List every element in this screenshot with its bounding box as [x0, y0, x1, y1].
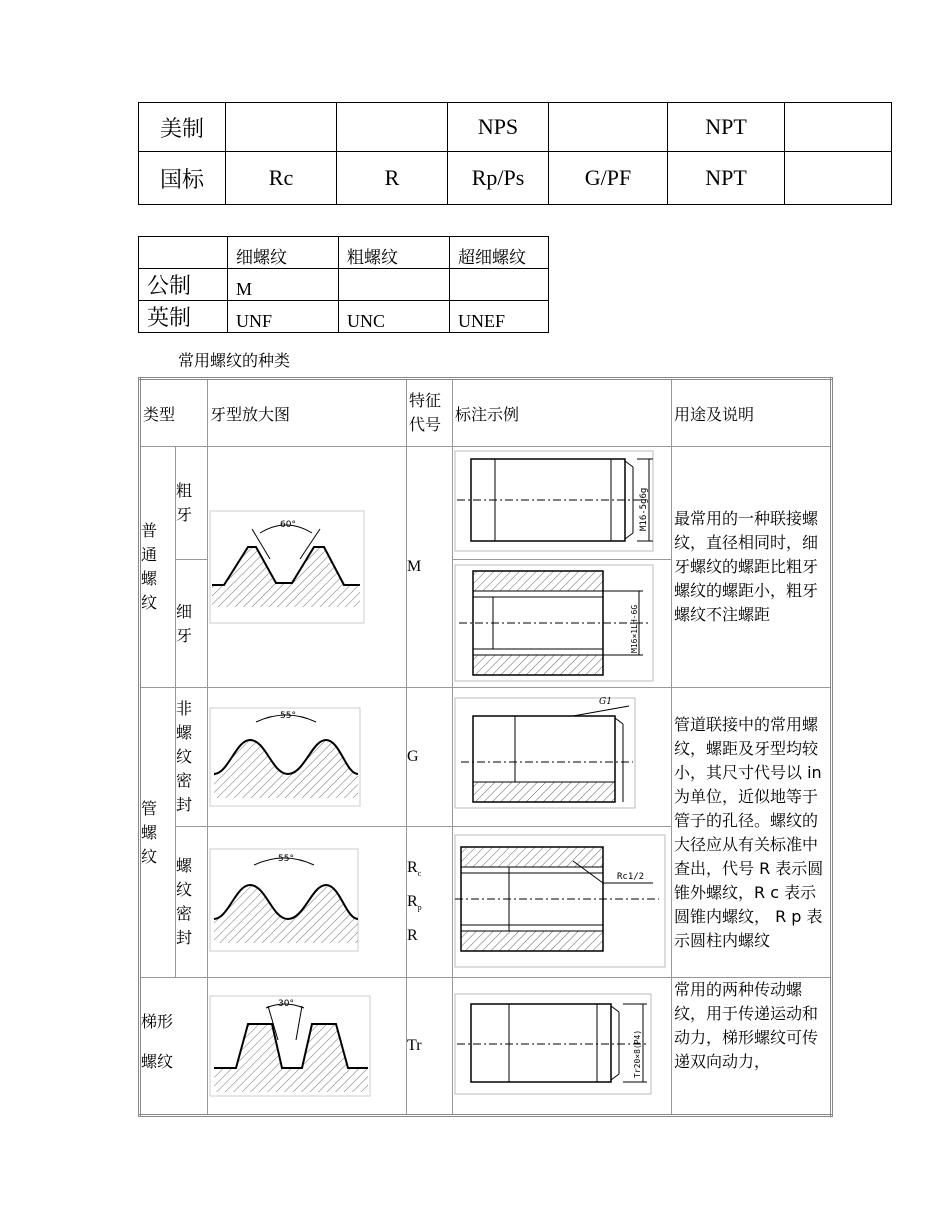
table-header: 粗螺纹: [339, 237, 450, 269]
table-row: [139, 301, 549, 333]
header-code: 特征代号: [407, 379, 453, 447]
subtype-seal: 螺纹密封: [176, 827, 208, 978]
table-cell: M: [228, 269, 339, 301]
usage-trapezoid: 常用的两种传动螺纹，用于传递运动和动力，梯形螺纹可传递双向动力，: [672, 978, 832, 1116]
table-row: [139, 269, 549, 301]
table-cell: Rp/Ps: [448, 152, 549, 205]
header-profile: 牙型放大图: [208, 379, 407, 447]
pitch-table: [138, 236, 549, 333]
table-header-row: [139, 237, 549, 269]
header-example: 标注示例: [453, 379, 672, 447]
table-header: 超细螺纹: [450, 237, 549, 269]
profile-30-image: [208, 978, 407, 1116]
row-label: 英制: [139, 301, 228, 333]
angle-label: 55°: [278, 854, 294, 864]
table-cell: [785, 103, 892, 152]
table-cell: R: [337, 152, 448, 205]
profile-55-image: [208, 688, 407, 827]
angle-label: 30°: [278, 999, 294, 1009]
header-usage: 用途及说明: [672, 379, 832, 447]
table-row: [140, 447, 832, 560]
dimension-label: G1: [599, 697, 612, 707]
table-cell: UNEF: [450, 301, 549, 333]
table-cell: [337, 103, 448, 152]
table-cell: [785, 152, 892, 205]
row-label: 美制: [139, 103, 226, 152]
subtype-coarse: 粗牙: [176, 447, 208, 560]
table-cell: [450, 269, 549, 301]
code-m: M: [407, 447, 453, 688]
angle-label: 60°: [280, 520, 296, 530]
table-cell: G/PF: [549, 152, 668, 205]
row-label: 国标: [139, 152, 226, 205]
table-cell: [339, 269, 450, 301]
type-general: 普通螺纹: [140, 447, 176, 688]
type-trapezoid: 梯形 螺纹: [140, 978, 208, 1116]
usage-general: 最常用的一种联接螺纹，直径相同时，细牙螺纹的螺距比粗牙螺纹的螺距小，粗牙螺纹不注螺距: [672, 447, 832, 688]
dimension-label: Rc1/2: [617, 872, 645, 882]
table-header: 细螺纹: [228, 237, 339, 269]
usage-pipe: 管道联接中的常用螺纹，螺距及牙型均较小，其尺寸代号以 in 为单位，近似地等于管子的孔径。螺纹的大径应从有关标准中查出，代号 R 表示圆锥外螺纹，R c 表示圆锥内螺纹， R p 表示圆柱内螺纹: [672, 688, 832, 978]
profile-55-seal-image: [208, 827, 407, 978]
table-cell: NPT: [668, 152, 785, 205]
dimension-label: Tr20×8(P4): [633, 1029, 642, 1078]
table-cell: [549, 103, 668, 152]
example-g1-image: [453, 688, 672, 827]
subtype-non-seal: 非螺纹密封: [176, 688, 208, 827]
code-g: G: [407, 688, 453, 827]
table-row: [139, 152, 892, 205]
code-rc: R: [407, 858, 418, 876]
code-tr: Tr: [407, 978, 453, 1116]
table-cell: UNC: [339, 301, 450, 333]
row-label: 公制: [139, 269, 228, 301]
example-m16-fine-image: [453, 560, 672, 688]
table-header: [139, 237, 228, 269]
subtype-fine: 细牙: [176, 560, 208, 688]
example-tr-image: [453, 978, 672, 1116]
thread-types-table: [138, 377, 833, 1117]
code-r3: R: [407, 927, 418, 945]
table-cell: [226, 103, 337, 152]
table-cell: Rc: [226, 152, 337, 205]
profile-60-image: [208, 447, 407, 688]
standards-table: [138, 102, 892, 205]
table-header-row: [140, 379, 832, 447]
angle-label: 55°: [280, 711, 296, 721]
example-m16-image: [453, 447, 672, 560]
caption: 常用螺纹的种类: [178, 351, 291, 370]
header-type: 类型: [140, 379, 208, 447]
table-row: [140, 688, 832, 827]
code-rp: R: [407, 893, 418, 910]
table-row: [140, 978, 832, 1116]
dimension-label: M16-5g6g: [639, 487, 649, 532]
table-row: [139, 103, 892, 152]
code-r: $R_c$ $R_p$ R: [407, 827, 453, 978]
type-pipe: 管螺纹: [140, 688, 176, 978]
table-cell: NPS: [448, 103, 549, 152]
table-cell: NPT: [668, 103, 785, 152]
example-rc-image: [453, 827, 672, 978]
dimension-label: M16×1LH-6G: [630, 604, 639, 653]
table-cell: UNF: [228, 301, 339, 333]
